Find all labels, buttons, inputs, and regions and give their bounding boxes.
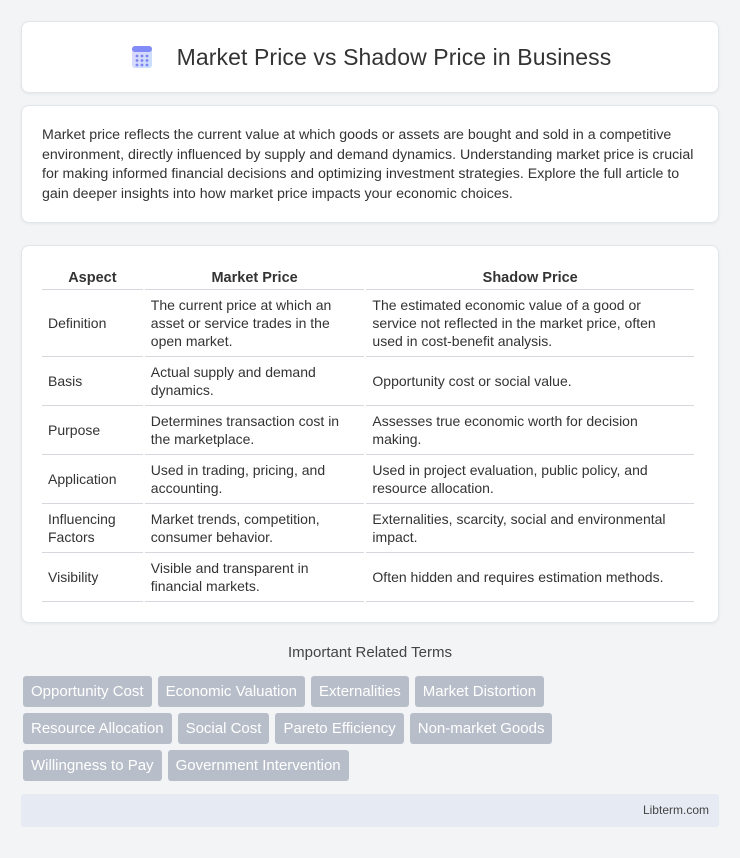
header-aspect: Aspect — [42, 266, 143, 290]
comparison-table — [40, 266, 696, 602]
row-market-price: Market trends, competition, consumer behavior. — [145, 504, 365, 553]
row-market-price: Determines transaction cost in the marketplace. — [145, 406, 365, 455]
page-title: Market Price vs Shadow Price in Business — [176, 43, 612, 70]
title-card — [21, 21, 719, 93]
row-market-price: Visible and transparent in financial markets. — [145, 553, 365, 602]
table-row — [42, 553, 694, 602]
related-term-tag[interactable]: Opportunity Cost — [23, 676, 152, 707]
footer — [21, 794, 719, 827]
footer-brand-link[interactable]: Libterm.com — [642, 803, 709, 817]
row-shadow-price: Externalities, scarcity, social and environmental impact. — [366, 504, 694, 553]
related-term-tag[interactable]: Willingness to Pay — [23, 750, 162, 781]
table-row — [42, 357, 694, 406]
related-term-tag[interactable]: Economic Valuation — [158, 676, 305, 707]
row-aspect: Definition — [42, 290, 143, 357]
row-shadow-price: The estimated economic value of a good or service not reflected in the market price, often used in cost-benefit analysis. — [366, 290, 694, 357]
related-term-tag[interactable]: Pareto Efficiency — [275, 713, 403, 744]
table-header-row — [42, 266, 694, 290]
related-term-tag[interactable]: Government Intervention — [168, 750, 349, 781]
table-row — [42, 455, 694, 504]
row-shadow-price: Assesses true economic worth for decision making. — [366, 406, 694, 455]
row-shadow-price: Opportunity cost or social value. — [366, 357, 694, 406]
intro-paragraph: Market price reflects the current value at which goods or assets are bought and sold in a competitive environment, directly influenced by supply and demand dynamics. Understanding market price is crucial for making informed financial decisions and optimizing investment strategies. Explore the full article to gain deeper insights into how market price impacts your economic choices. — [42, 127, 694, 202]
row-market-price: Actual supply and demand dynamics. — [145, 357, 365, 406]
table-row — [42, 406, 694, 455]
row-aspect: Visibility — [42, 553, 143, 602]
row-shadow-price: Used in project evaluation, public policy, and resource allocation. — [366, 455, 694, 504]
related-terms-list — [23, 676, 723, 787]
row-aspect: Influencing Factors — [42, 504, 143, 553]
intro-card — [21, 105, 719, 223]
related-terms-heading: Important Related Terms — [288, 644, 452, 661]
table-row — [42, 290, 694, 357]
row-aspect: Application — [42, 455, 143, 504]
row-aspect: Purpose — [42, 406, 143, 455]
row-market-price: The current price at which an asset or service trades in the open market. — [145, 290, 365, 357]
related-term-tag[interactable]: Market Distortion — [415, 676, 544, 707]
related-term-tag[interactable]: Resource Allocation — [23, 713, 172, 744]
related-term-tag[interactable]: Non-market Goods — [410, 713, 553, 744]
row-shadow-price: Often hidden and requires estimation methods. — [366, 553, 694, 602]
related-term-tag[interactable]: Social Cost — [178, 713, 270, 744]
comparison-table-card — [21, 245, 719, 623]
related-term-tag[interactable]: Externalities — [311, 676, 409, 707]
calculator-icon — [129, 44, 155, 70]
row-market-price: Used in trading, pricing, and accounting. — [145, 455, 365, 504]
header-shadow-price: Shadow Price — [366, 266, 694, 290]
header-market-price: Market Price — [145, 266, 365, 290]
row-aspect: Basis — [42, 357, 143, 406]
table-row — [42, 504, 694, 553]
